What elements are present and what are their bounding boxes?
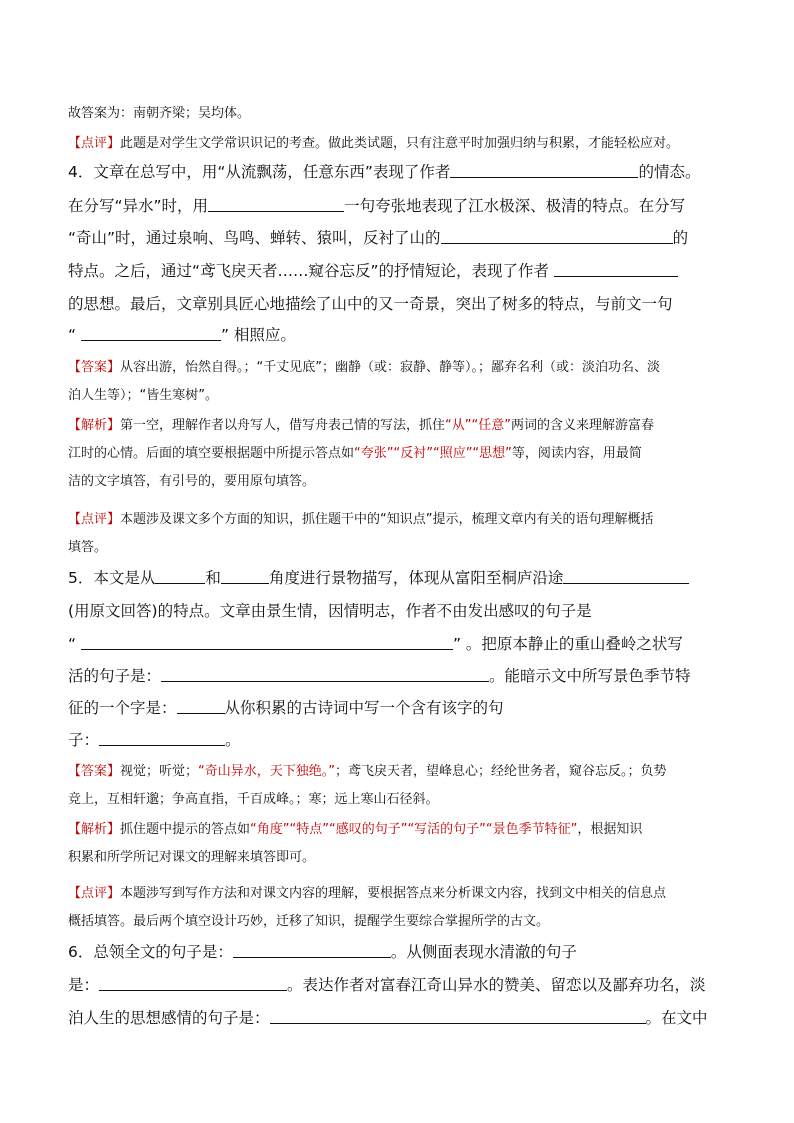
text-line — [68, 132, 679, 151]
answer-blank — [221, 568, 269, 584]
text-span: 。 — [225, 731, 241, 749]
text-span: 5．本文是从 — [68, 569, 156, 587]
highlight-text: 【点评】 — [68, 886, 121, 901]
text-line — [68, 356, 660, 375]
answer-blank — [81, 634, 453, 650]
highlight-text: 【答案】 — [68, 360, 121, 375]
text-span: “ — [68, 635, 81, 653]
highlight-text: “奇山异水，天下独绝。” — [198, 764, 336, 779]
answer-blank — [554, 261, 678, 277]
text-span: 6．总领全文的句子是： — [68, 943, 233, 961]
text-line — [68, 760, 667, 779]
text-line — [68, 696, 504, 718]
answer-blank — [208, 196, 344, 212]
text-span: 角度进行景物描写，体现从富阳至桐庐沿途 — [268, 569, 564, 587]
text-span: 故答案为：南朝齐梁；吴均体。 — [68, 106, 251, 121]
text-span: 洁的文字填答，有引号的，要用原句填答。 — [68, 474, 316, 489]
highlight-text: 【答案】 — [68, 764, 121, 779]
text-span: “ — [68, 326, 81, 344]
text-span: 此题是对学生文学常识识记的考查。做此类试题，只有注意平时加强归纳与积累，才能轻松应对。 — [120, 136, 680, 151]
text-span: 江时的心情。后面的填空要根据题中所提示答点如 — [68, 446, 355, 461]
highlight-text: 【解析】 — [68, 822, 121, 837]
text-span: 本题涉写到写作方法和对课文内容的理解，要根据答点来分析课文内容，找到文中相关的信息点 — [120, 886, 667, 901]
text-line — [68, 160, 700, 182]
text-line — [68, 323, 296, 345]
text-span: 。在文中 — [645, 1009, 708, 1027]
text-span: 抓住题中提示的答点如 — [120, 822, 251, 837]
answer-blank — [155, 568, 205, 584]
text-span: 和 — [205, 569, 221, 587]
text-span: 。能暗示文中所写景色季节特 — [489, 667, 691, 685]
text-line — [68, 442, 642, 461]
text-line — [68, 226, 688, 248]
text-span: 子： — [68, 731, 100, 749]
text-span: 在分写“异水”时，用 — [68, 197, 209, 215]
highlight-text: “角度”“特点”“感叹的句子”“写活的句子”“景色季节特征” — [250, 822, 578, 837]
text-span: (用原文回答)的特点。文章由景生情，因情明志，作者不由发出感叹的句子是 — [68, 602, 592, 620]
text-span: 泊人生的思想感情的句子是： — [68, 1009, 270, 1027]
text-line — [68, 940, 577, 962]
text-line — [68, 384, 218, 403]
answer-blank — [177, 698, 225, 714]
text-span: 4．文章在总写中，用“从流飘荡，任意东西”表现了作者 — [68, 163, 451, 181]
text-span: 第一空，理解作者以舟写人，借写舟表己情的写法，抓住 — [120, 418, 446, 433]
text-span: 的情态。 — [638, 163, 701, 181]
text-line — [68, 632, 683, 654]
answer-blank — [161, 666, 489, 682]
text-span: 两词的含义来理解游富春 — [510, 418, 654, 433]
text-line — [68, 470, 315, 489]
text-span: 视觉；听觉； — [120, 764, 199, 779]
text-span: 概括填答。最后两个填空设计巧妙，迁移了知识，提醒学生要综合掌握所学的古文。 — [68, 914, 550, 929]
text-span: 从容出游，怡然自得。；“千丈见底”；幽静（或：寂静、静等）。；鄙弃名利（或：淡泊功名、淡 — [120, 360, 660, 375]
text-span: 本题涉及课文多个方面的知识，抓住题干中的“知识点”提示，梳理文章内有关的语句理解概括 — [120, 512, 654, 527]
text-line — [68, 102, 250, 121]
text-line — [68, 194, 685, 216]
text-span: ” 相照应。 — [220, 326, 296, 344]
text-span: 的思想。最后，文章别具匠心地描绘了山中的又一奇景，突出了树多的特点，与前文一句 — [68, 295, 673, 313]
text-span: 。表达作者对富春江奇山异水的赞美、留恋以及鄙弃功名，淡 — [287, 976, 706, 994]
text-line — [68, 728, 241, 750]
text-line — [68, 566, 689, 588]
text-line — [68, 599, 592, 621]
text-span: 泊人生等）；“皆生寒树”。 — [68, 388, 218, 403]
highlight-text: “从”“任意” — [445, 418, 511, 433]
text-span: 的 — [672, 229, 689, 247]
text-span: 等，阅读内容，用最简 — [511, 446, 642, 461]
text-span: 竞上，互相轩邈；争高直指，千百成峰。；寒；远上寒山石径斜。 — [68, 792, 439, 807]
text-span: ，根据知识 — [577, 822, 643, 837]
answer-blank — [450, 162, 638, 178]
text-line — [68, 508, 654, 527]
text-span: 是： — [68, 976, 100, 994]
highlight-text: 【点评】 — [68, 136, 121, 151]
text-line — [68, 818, 642, 837]
text-span: ；鸢飞戾天者，望峰息心；经纶世务者，窥谷忘反。；负势 — [335, 764, 667, 779]
answer-blank — [270, 1008, 646, 1024]
answer-blank — [99, 975, 287, 991]
text-line — [68, 973, 706, 995]
highlight-text: 【解析】 — [68, 418, 121, 433]
text-line — [68, 846, 315, 865]
text-span: 活的句子是： — [68, 667, 162, 685]
text-span: ” 。把原本静止的重山叠岭之状写 — [452, 635, 683, 653]
text-span: 特点。之后，通过“鸢飞戾天者……窥谷忘反”的抒情短论，表现了作者 — [68, 262, 554, 280]
answer-blank — [563, 568, 689, 584]
text-line — [68, 259, 678, 281]
text-span: 。从侧面表现水清澈的句子 — [390, 943, 577, 961]
text-span: “奇山”时，通过泉响、鸟鸣、蝉转、猿叫，反衬了山的 — [68, 229, 441, 247]
text-line — [68, 536, 107, 555]
text-span: 填答。 — [68, 540, 108, 555]
text-line — [68, 292, 673, 314]
answer-blank — [233, 942, 391, 958]
text-line — [68, 882, 666, 901]
text-span: 一句夸张地表现了江水极深、极清的特点。在分写 — [344, 197, 686, 215]
answer-blank — [99, 730, 225, 746]
text-line — [68, 1006, 708, 1028]
text-line — [68, 788, 439, 807]
text-span: 征的一个字是： — [68, 699, 177, 717]
text-line — [68, 664, 691, 686]
text-span: 从你积累的古诗词中写一个含有该字的句 — [224, 699, 504, 717]
highlight-text: 【点评】 — [68, 512, 121, 527]
answer-blank — [81, 325, 221, 341]
text-line — [68, 910, 549, 929]
text-line — [68, 414, 654, 433]
answer-blank — [441, 228, 673, 244]
text-span: 积累和所学所记对课文的理解来填答即可。 — [68, 850, 316, 865]
highlight-text: “夸张”“反衬”“照应”“思想” — [354, 446, 512, 461]
